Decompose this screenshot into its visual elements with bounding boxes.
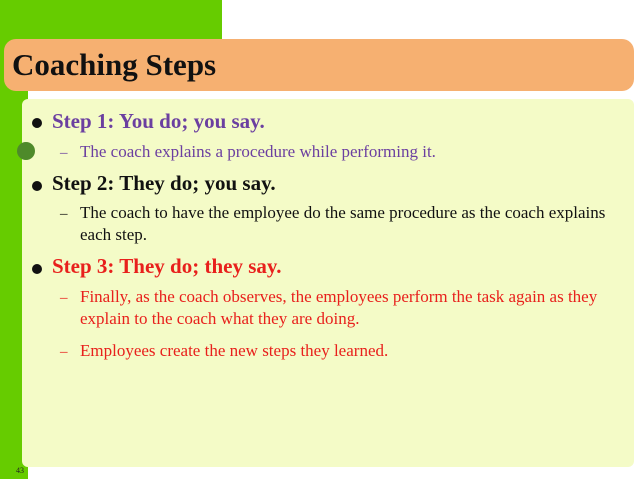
step-2-heading: Step 2: They do; you say.	[52, 171, 276, 195]
step-2-dash: –	[60, 206, 68, 222]
step-1-bullet	[32, 118, 42, 128]
step-1-heading: Step 1: You do; you say.	[52, 109, 265, 133]
step-3-item-2: Employees create the new steps they learned.	[80, 341, 389, 360]
step-3-item-1: Finally, as the coach observes, the employees perform the task again as they explain to the coach what they are doing.	[80, 287, 598, 328]
decorative-dot	[17, 142, 35, 160]
step-1-item-1: The coach explains a procedure while performing it.	[80, 142, 436, 161]
step-3-dash-2: –	[60, 344, 68, 360]
step-1-dash: –	[60, 145, 68, 161]
top-green-block	[0, 0, 222, 40]
step-3-bullet	[32, 264, 42, 274]
step-3-heading: Step 3: They do; they say.	[52, 254, 282, 278]
step-2-bullet	[32, 181, 42, 191]
slide-number: 43	[16, 466, 24, 475]
slide-title: Coaching Steps	[12, 47, 217, 82]
step-2-item-1: The coach to have the employee do the same procedure as the coach explains each step.	[80, 203, 606, 244]
step-3-dash-1: –	[60, 290, 68, 306]
